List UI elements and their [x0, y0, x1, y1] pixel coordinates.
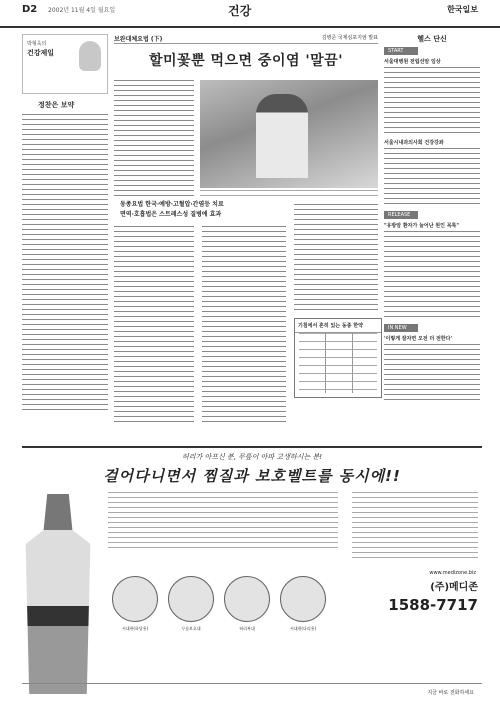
- section-title: 건강: [228, 4, 252, 18]
- article-text-block: [202, 226, 286, 426]
- news-headline: 서울대병원 전립선암 임상: [384, 59, 441, 65]
- ad-body-text: [108, 492, 338, 552]
- kicker-text: 보완대체요법 (下): [114, 36, 163, 43]
- sub-heading-1: 동종요법 한국·예방·고혈압·간염등 치료: [120, 201, 224, 208]
- left-column: [22, 34, 108, 424]
- news-headline: '이렇게 잘자면 오전 더 전한다': [384, 336, 452, 342]
- ad-model-image: [22, 494, 94, 694]
- advertisement: [22, 446, 482, 701]
- product-image: [168, 576, 214, 622]
- column-name: 건강제일: [27, 49, 55, 57]
- headline-quote: '말끔': [305, 53, 343, 69]
- article-text-block: [114, 80, 194, 198]
- doctor-photo: [200, 80, 378, 188]
- news-headline: "유방암 환자가 늘어난 원인 목록": [384, 223, 459, 229]
- ad-tagline: 허리가 아프신 분, 무릎이 아파 고생하시는 분!: [181, 453, 323, 461]
- news-body: [384, 231, 480, 321]
- ad-phone: 1588-7717: [388, 596, 478, 614]
- article-text-block: [294, 204, 378, 312]
- ad-detail-text: [352, 492, 478, 562]
- page-header: [0, 0, 500, 28]
- product-label: 서대편(하당용): [121, 626, 149, 631]
- paper-name: 한국일보: [447, 4, 478, 14]
- sub-headings: [120, 200, 270, 220]
- product-label: 서대편(다리용): [289, 626, 317, 631]
- sidebar-title: 헬스 단신: [417, 35, 447, 43]
- health-news-sidebar: [384, 34, 480, 436]
- column-label: 박형욱의: [27, 41, 47, 47]
- news-body: [384, 344, 480, 404]
- byline: 김병준 국제심포지엄 발표: [321, 35, 378, 41]
- table-title: 기침에서 흔히 있는 동종 한약: [295, 319, 381, 333]
- ad-headline: 걸어다니면서 찜질과 보호벨트를 동시에!!: [103, 467, 401, 485]
- main-article: [114, 34, 378, 436]
- news-tag: RELEASE: [384, 211, 418, 219]
- news-body: [384, 67, 480, 137]
- news-tag: START: [384, 47, 418, 55]
- headline-text: 할미꽃뿐 먹으면 중이염: [149, 53, 306, 69]
- photo-caption: [200, 190, 378, 198]
- column-banner: [22, 34, 108, 94]
- column-body-text: [22, 114, 108, 414]
- product-image: [280, 576, 326, 622]
- doctor-figure: [256, 94, 308, 178]
- table-grid: [299, 333, 377, 393]
- issue-date: 2002년 11월 4일 월요일: [48, 7, 116, 14]
- columnist-portrait: [79, 41, 101, 71]
- ad-footer-text: 지금 바로 전화하세요: [427, 690, 474, 696]
- headline: [114, 50, 378, 70]
- news-tag: IN NEW: [384, 324, 418, 332]
- product-label: 무릎보호대: [181, 626, 201, 631]
- page-number: D2: [22, 4, 38, 15]
- sub-heading-2: 면역·호흡법은 스트레스성 질병에 효과: [120, 211, 222, 218]
- article-kicker: [114, 34, 378, 44]
- ad-url[interactable]: www.medizone.biz: [429, 570, 476, 576]
- news-headline: 서울시내과의사회 건강강좌: [384, 140, 444, 146]
- product-image: [112, 576, 158, 622]
- article-text-block: [114, 226, 194, 426]
- ad-brand: (주)메디존: [430, 582, 478, 593]
- sidebar-table: [294, 318, 382, 398]
- ad-footer: [22, 683, 482, 701]
- product-image: [224, 576, 270, 622]
- product-label: 허리복대: [239, 626, 255, 631]
- column-article-title: 정찬은 보약: [38, 101, 75, 109]
- news-body: [384, 148, 480, 208]
- article-body: [114, 74, 378, 434]
